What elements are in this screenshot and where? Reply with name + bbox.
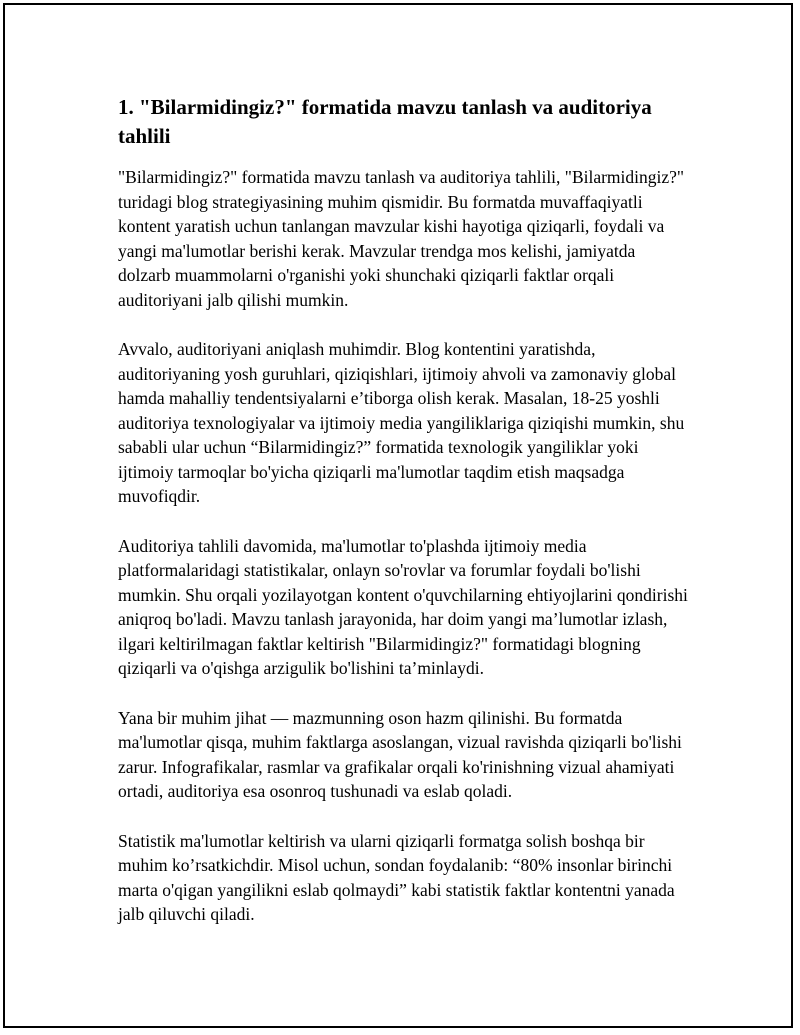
paragraph-statistics: Statistik ma'lumotlar keltirish va ularni qiziqarli formatga solish boshqa bir muhim ko’rsatkichdir. Misol uchun, sondan foydalanib: “80% insonlar birinchi marta o'qigan yangilikni eslab qolmaydi” kabi statistik faktlar kontentni yanada jalb qiluvchi qiladi.	[118, 830, 675, 924]
section-heading: 1. "Bilarmidingiz?" formatida mavzu tanlash va auditoriya tahlili	[118, 95, 652, 148]
paragraph-topic-selection: "Bilarmidingiz?" formatida mavzu tanlash va auditoriya tahlili, "Bilarmidingiz?" turidagi blog strategiyasining muhim qismidir. Bu formatda muvaffaqiyatli kontent yaratish uchun tanlangan mavzular kishi hayotiga qiziqarli, foydali va yangi ma'lumotlar berishi kerak. Mavzular trendga mos kelishi, jamiyatda dolzarb muammolarni o'rganishi yoki shunchaki qiziqarli faktlar orqali auditoriyani jalb qilishi mumkin.	[118, 167, 685, 310]
paragraph-digestibility: Yana bir muhim jihat — mazmunning oson hazm qilinishi. Bu formatda ma'lumotlar qisqa, muhim faktlarga asoslangan, vizual ravishda qiziqarli bo'lishi zarur. Infografikalar, rasmlar va grafikalar orqali ko'rinishning vizual ahamiyati ortadi, auditoriya esa osonroq tushunadi va eslab qoladi.	[118, 707, 682, 801]
paragraph-audience-definition: Avvalo, auditoriyani aniqlash muhimdir. Blog kontentini yaratishda, auditoriyaning yosh guruhlari, qiziqishlari, ijtimoiy ahvoli va zamonaviy global hamda mahalliy tendentsiyalarni e’tiborga olish kerak. Masalan, 18-25 yoshli auditoriya texnologiyalar va ijtimoiy media yangiliklariga qiziqishi mumkin, shu sababli ular uchun “Bilarmidingiz?” formatida texnologik yangiliklar yoki ijtimoiy tarmoqlar bo'yicha qiziqarli ma'lumotlar taqdim etish maqsadga muvofiqdir.	[118, 339, 685, 506]
paragraph-audience-analysis: Auditoriya tahlili davomida, ma'lumotlar to'plashda ijtimoiy media platformalaridagi statistikalar, onlayn so'rovlar va forumlar foydali bo'lishi mumkin. Shu orqali yozilayotgan kontent o'quvchilarning ehtiyojlarini qondirishi aniqroq bo'ladi. Mavzu tanlash jarayonida, har doim yangi ma’lumotlar izlash, ilgari keltirilmagan faktlar keltirish "Bilarmidingiz?" formatidagi blogning qiziqarli va o'qishga arzigulik bo'lishini ta’minlaydi.	[118, 535, 688, 678]
document-body	[118, 93, 692, 952]
